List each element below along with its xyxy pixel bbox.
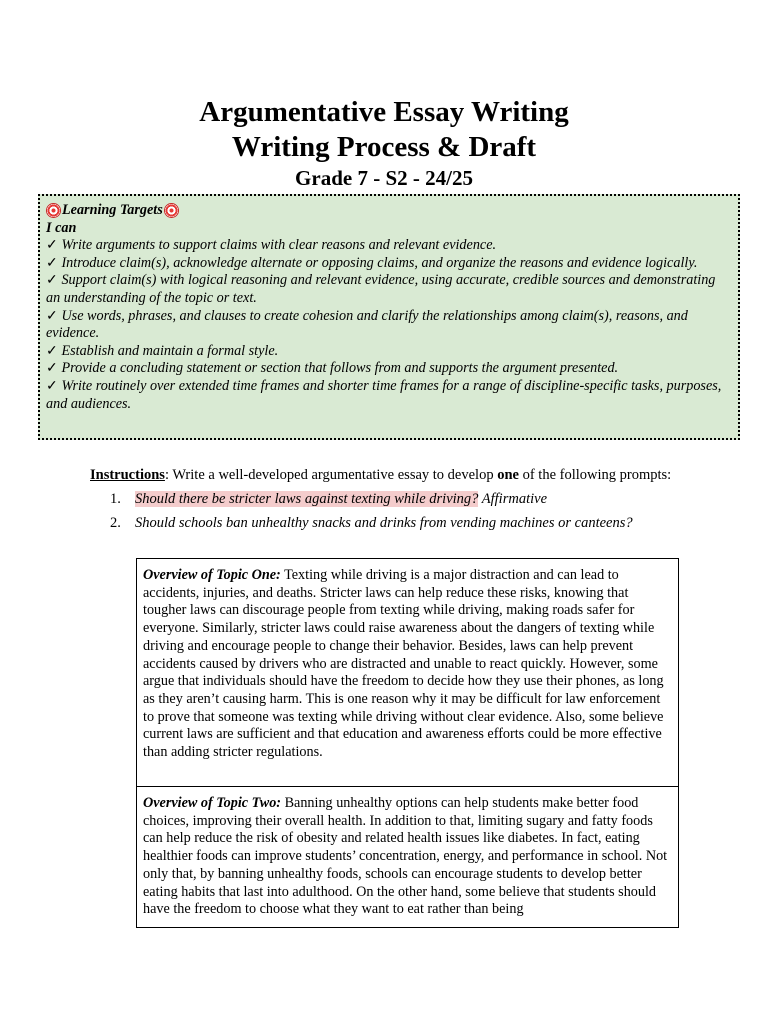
target-icon bbox=[164, 203, 179, 218]
checkmark-icon: ✓ bbox=[46, 272, 58, 289]
learning-target-item bbox=[46, 255, 732, 273]
learning-target-text: Write routinely over extended time frames and shorter time frames for a range of discipline-specific tasks, purposes, and audiences. bbox=[46, 377, 722, 412]
checkmark-icon: ✓ bbox=[46, 237, 58, 254]
prompt-note: Affirmative bbox=[478, 491, 548, 507]
checkmark-icon: ✓ bbox=[46, 254, 58, 271]
instructions-text-before: Write a well-developed argumentative essay to develop bbox=[168, 467, 498, 483]
instructions-emphasis: one bbox=[497, 467, 519, 483]
topic-two-overview bbox=[137, 787, 678, 927]
learning-target-item bbox=[46, 378, 732, 413]
prompt-number: 1. bbox=[110, 491, 121, 507]
checkmark-icon: ✓ bbox=[46, 377, 58, 394]
checkmark-icon: ✓ bbox=[46, 307, 58, 324]
instructions: Instructions: Write a well-developed argumentative essay to develop one of the following prompts: bbox=[90, 467, 672, 483]
topic-two-title: Overview of Topic Two: bbox=[143, 795, 282, 811]
prompt-number: 2. bbox=[110, 515, 121, 531]
checkmark-icon: ✓ bbox=[46, 360, 58, 377]
learning-targets-heading bbox=[46, 202, 732, 220]
i-can-label: I can bbox=[46, 219, 77, 236]
title-line-1: Argumentative Essay Writing bbox=[199, 96, 569, 128]
learning-targets-title: Learning Targets bbox=[62, 202, 163, 218]
title-line-2: Writing Process & Draft bbox=[231, 131, 537, 163]
learning-target-item bbox=[46, 343, 732, 361]
prompt-list bbox=[110, 487, 710, 535]
learning-target-item bbox=[46, 272, 732, 307]
prompt-text-highlighted: Should there be stricter laws against texting while driving? bbox=[135, 491, 479, 507]
learning-target-item bbox=[46, 360, 732, 378]
learning-target-item bbox=[46, 308, 732, 343]
topic-one-overview bbox=[137, 559, 678, 787]
learning-target-text: Use words, phrases, and clauses to create cohesion and clarify the relationships among claim(s), reasons, and evidence. bbox=[46, 307, 688, 342]
grade-subtitle: Grade 7 - S2 - 24/25 bbox=[295, 166, 473, 190]
instructions-text-after: of the following prompts: bbox=[518, 467, 672, 483]
learning-target-text: Establish and maintain a formal style. bbox=[61, 342, 279, 359]
prompt-item bbox=[110, 511, 710, 535]
checkmark-icon: ✓ bbox=[46, 342, 58, 359]
target-icon bbox=[46, 203, 61, 218]
instructions-label: Instructions bbox=[90, 467, 165, 483]
topic-overview-table bbox=[136, 558, 679, 928]
learning-target-text: Provide a concluding statement or section that follows from and supports the argument presented. bbox=[61, 360, 619, 377]
topic-one-body: Texting while driving is a major distraction and can lead to accidents, injuries, and deaths. Stricter laws can help reduce these risks, knowing that tougher laws can discourage people from texting while driving, making roads safer for everyone. Similarly, stricter laws could raise awareness about the dangers of texting while driving and encourage people to change their behavior. Besides, laws can help prevent accidents caused by drivers who are distracted and unable to react quickly. However, some argue that individuals should have the freedom to decide how they use their phones, as long as they aren’t causing harm. This is one reason why it may be difficult for law enforcement to prove that someone was texting while driving without clear evidence. Also, some believe current laws are sufficient and that education and awareness efforts could be more effective than adding stricter regulations. bbox=[143, 567, 664, 761]
topic-one-title: Overview of Topic One: bbox=[143, 567, 281, 583]
learning-target-text: Introduce claim(s), acknowledge alternate or opposing claims, and organize the reasons and evidence logically. bbox=[61, 254, 698, 271]
learning-target-item bbox=[46, 237, 732, 255]
learning-targets-list bbox=[46, 237, 732, 413]
learning-target-text: Write arguments to support claims with clear reasons and relevant evidence. bbox=[61, 237, 497, 254]
prompt-item bbox=[110, 487, 710, 511]
learning-targets-box bbox=[38, 194, 740, 440]
topic-two-body: Banning unhealthy options can help students make better food choices, improving their overall health. In addition to that, limiting sugary and fatty foods can help reduce the risk of obesity and related health issues like diabetes. In fact, eating healthier foods can improve students’ concentration, energy, and performance in school. Not only that, by banning unhealthy foods, schools can encourage students to develop better eating habits that last into adulthood. On the other hand, some believe that students should have the freedom to choose what they want to eat rather than being bbox=[143, 795, 668, 918]
learning-target-text: Support claim(s) with logical reasoning and relevant evidence, using accurate, credible sources and demonstrating an understanding of the topic or text. bbox=[46, 272, 716, 306]
prompt-text: Should schools ban unhealthy snacks and drinks from vending machines or canteens? bbox=[135, 515, 633, 531]
